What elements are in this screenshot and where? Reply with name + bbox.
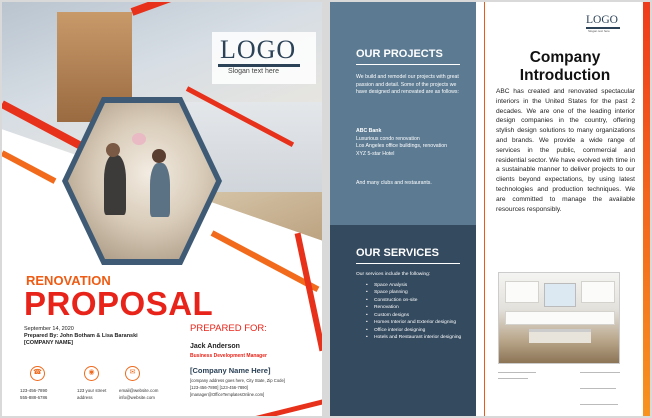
contact-address-1: 123 your street [77,388,107,393]
worker-figure [104,155,126,215]
orange-page-edge [643,2,650,416]
projects-title: OUR PROJECTS [356,48,443,60]
proposal-date: September 14, 2020 [24,326,74,332]
service-item: • Space Analysis [356,282,466,290]
service-item: • Construction on-site [356,297,466,305]
company-name: [COMPANY NAME] [24,340,73,346]
service-item: • Renovation [356,304,466,312]
intro-title: Company Introduction [519,49,611,84]
project-item: Luxurious condo renovation [356,135,420,142]
heading-proposal: PROPOSAL [24,285,214,322]
client-company: [Company Name Here] [190,366,271,375]
project-item: Los Angeles office buildings, renovation [356,143,448,150]
inner-slogan: Slogan text here [588,29,610,33]
service-item: • Space planning [356,289,466,297]
red-edge-stripe [295,233,322,352]
services-panel [330,225,476,416]
footer-line [498,378,528,379]
phone-icon: ☎ [30,366,45,381]
footer-line [580,404,618,405]
projects-list [356,128,460,159]
services-title: OUR SERVICES [356,247,439,259]
cover-page [2,2,322,416]
flower-vase [132,133,146,145]
intro-body: ABC has created and renovated spectacular interiors in the United States for the past 2 decades. We are one of the leading interior design companies in the country, offering stylish design solutions to many organizations and brands. We provide a wide range of services in the public, commercial and residential sector. We have evolved with time in a sustainable manner to deliver projects to our clients beyond expectations, by using latest technologies and production techniques. We are committed to manage the available resources responsibly. [496,88,635,213]
contact-email [119,387,158,401]
worker-head [106,143,120,157]
logo-underline [218,64,300,67]
upper-cabinet-image [505,281,539,303]
prepared-for-label: PREPARED FOR: [190,323,267,334]
footer-line [580,372,620,373]
window-image [544,283,576,307]
client-phone: [123-456-7890] [123-456-7890] [190,385,248,390]
contact-address [77,387,106,401]
contact-phone-1: 123-456-7890 [20,388,48,393]
heading-renovation: RENOVATION [26,273,111,288]
service-item: • Custom designs [356,312,466,320]
contact-phone-2: 555-888-6786 [20,395,48,400]
client-title: Business Development Manager [190,353,267,359]
client-address: [company address goes here, City State, Zip Code] [190,378,285,383]
client-email: [manager@OfficeTemplatesOnline.com] [190,392,265,397]
red-corner-stripe [253,397,322,416]
email-icon: ✉ [125,366,140,381]
projects-divider [356,64,460,65]
footer-line [580,388,616,389]
projects-panel [330,2,476,225]
projects-intro: We build and remodel our projects with great passion and detail. Some of the projects we have designed and renovated are as follows: [356,74,459,96]
kitchen-photo [498,272,620,364]
contact-address-2: address [77,395,93,400]
services-divider [356,263,460,264]
inner-logo: LOGO [586,14,618,26]
client-name: Jack Anderson [190,343,240,350]
project-item: XYZ 5-star Hotel [356,151,395,158]
contact-phone [20,387,47,401]
orange-accent-stripe [2,150,56,183]
service-item: • Office interior designing [356,327,466,335]
services-list [356,271,466,342]
worker-head [152,149,166,163]
upper-cabinet-image [581,281,615,303]
worker-figure [150,163,170,217]
services-intro: Our services include the following: [356,272,431,277]
cover-slogan: Slogan text here [228,68,279,75]
contact-email-2: info@website.com [119,395,155,400]
location-icon: ◉ [84,366,99,381]
inner-page [330,2,650,416]
contact-email-1: email@website.com [119,388,159,393]
projects-outro: And many clubs and restaurants. [356,180,432,186]
footer-line [498,372,536,373]
column-divider [484,2,485,416]
cover-logo: LOGO [220,35,297,64]
service-item: • Homes Interior and Exterior designing [356,319,466,327]
project-item: ABC Bank [356,128,382,134]
lower-cabinet-image [505,311,615,325]
service-item: • Hotels and Restaurant interior designing [356,334,466,342]
kitchen-island-image [529,329,591,343]
prepared-by: Prepared By: John Botham & Lisa Baranski [24,333,138,339]
